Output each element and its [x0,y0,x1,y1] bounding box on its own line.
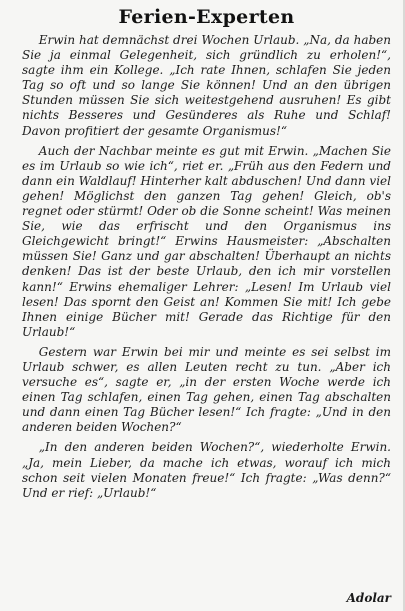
article-headline: Ferien-Experten [118,6,295,28]
article-paragraph: Auch der Nachbar meinte es gut mit Erwin. „Machen Sie es im Urlaub so wie ich“, riet er. „Früh aus den Federn und dann ein Waldlauf! Hinterher kalt abduschen! Und dann viel gehen! Möglichst den ganzen Tag gehen! Gleich, ob's regnet oder stürmt! Oder ob die Sonne scheint! Was meinen Sie, wie das erfrischt und den Organismus ins Gleichgewicht bringt!“ Erwins Hausmeister: „Abschalten müssen Sie! Ganz und gar abschalten! Überhaupt an nichts denken! Das ist der beste Urlaub, den ich mir vorstellen kann!“ Erwins ehemaliger Lehrer: „Lesen! Im Urlaub viel lesen! Das spornt den Geist an! Kommen Sie mit! Ich gebe Ihnen einige Bücher mit! Gerade das Richtige für den Urlaub!“ [22,143,391,339]
article-paragraph: Gestern war Erwin bei mir und meinte es sei selbst im Urlaub schwer, es allen Leuten recht zu tun. „Aber ich versuche es“, sagte er, „in der ersten Woche werde ich einen Tag schlafen, einen Tag gehen, einen Tag abschalten und dann einen Tag Bücher lesen!“ Ich fragte: „Und in den anderen beiden Wochen?“ [22,344,391,435]
article-paragraph: „In den anderen beiden Wochen?“, wiederholte Erwin. „Ja, mein Lieber, da mache ich etwas, worauf ich mich schon seit vielen Monaten freue!“ Ich fragte: „Was denn?“ Und er rief: „Urlaub!“ [22,440,391,500]
author-signature: Adolar [346,591,391,605]
article-paragraph: Erwin hat demnächst drei Wochen Urlaub. „Na, da haben Sie ja einmal Gelegenheit, sich gründlich zu erholen!“, sagte ihm ein Kollege. „Ich rate Ihnen, schlafen Sie jeden Tag so oft und so lange Sie können! Und an den übrigen Stunden müssen Sie sich weitestgehend ausruhen! Es gibt nichts Besseres und Gesünderes als Ruhe und Schlaf! Davon profitiert der gesamte Organismus!“ [22,33,391,138]
